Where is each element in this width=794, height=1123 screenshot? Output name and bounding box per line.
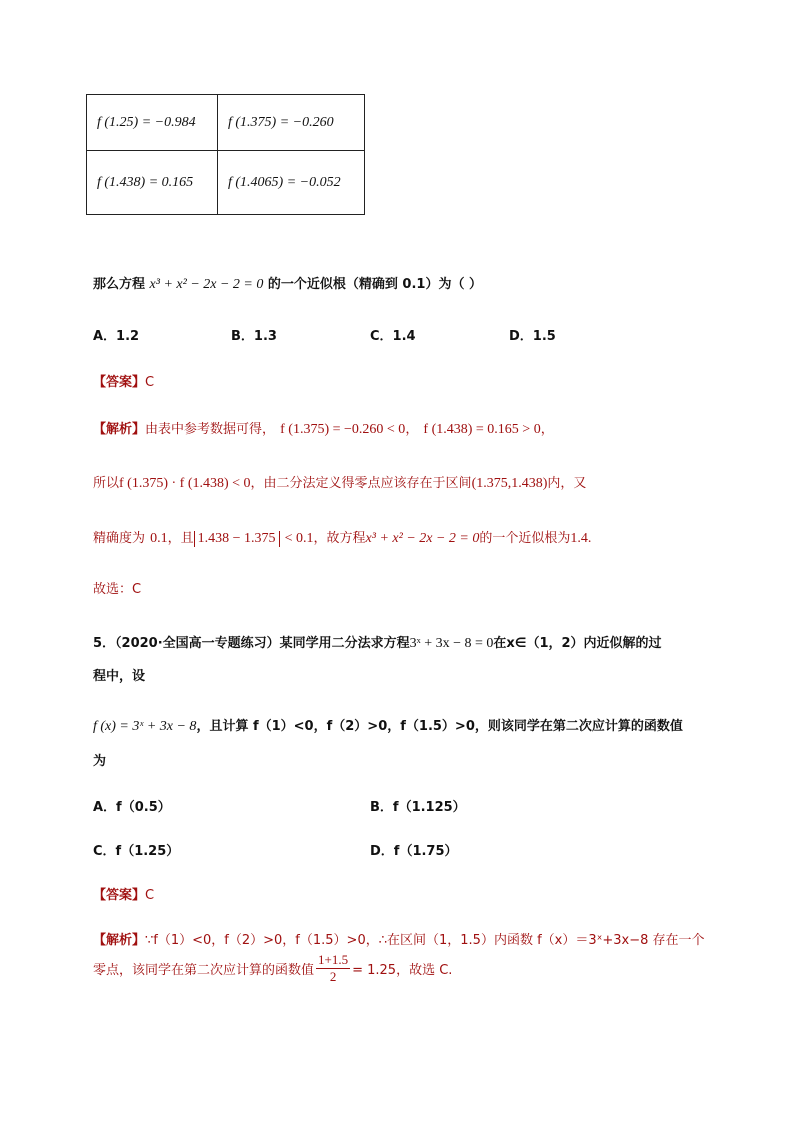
- analysis-text: ，由二分法定义得零点应该存在于区间: [250, 476, 472, 491]
- q5-option-c: C．f（1.25）: [93, 844, 180, 859]
- analysis-math: < 0.1: [284, 531, 314, 546]
- analysis-math: f (1.375) = −0.260 < 0: [280, 422, 406, 437]
- analysis-text: ∵f（1）<0，f（2）>0，f（1.5）>0，∴在区间（1，1.5）内函数 f（x）＝3ˣ+3x−8 存在一个: [145, 933, 705, 948]
- analysis-text: ，故方程: [313, 531, 366, 546]
- q5-stem-text: x∈（1，2）内近似解的过: [506, 636, 662, 651]
- absolute-value: 1.438 − 1.375: [194, 531, 280, 547]
- analysis-text: 零点，该同学在第二次应计算的函数值: [93, 963, 315, 978]
- q5-option-b: B．f（1.125）: [370, 800, 466, 815]
- table-cell: f (1.438) = 0.165: [87, 151, 218, 215]
- fraction-denominator: 2: [329, 969, 337, 984]
- analysis-text: 的一个近似根为: [479, 531, 571, 546]
- analysis-label: 【解析】: [93, 422, 146, 437]
- analysis-math: f (1.375) · f (1.438) < 0: [119, 476, 251, 491]
- reference-values-table: [86, 94, 365, 215]
- q5-option-a: A．f（0.5）: [93, 800, 171, 815]
- q5-equation: 3ˣ + 3x − 8 = 0: [409, 636, 494, 651]
- q4-option-d: D．1.5: [509, 329, 556, 344]
- q4-conclusion: 故选：C: [93, 582, 142, 597]
- q5-stem-text: ，且计算 f（1）<0，f（2）>0，f（1.5）>0，则该同学在第二次应计算的函数值: [196, 719, 683, 734]
- q4-analysis-line2: [93, 472, 586, 492]
- q5-function-def: f (x) = 3ˣ + 3x − 8: [93, 719, 197, 734]
- analysis-text: ，: [540, 422, 554, 437]
- q4-analysis-line3: [93, 527, 591, 547]
- q5-stem-line4: 为: [93, 754, 107, 769]
- q4-stem-suffix: 的一个近似根（精确到 0.1）为（ ）: [267, 277, 482, 292]
- q4-answer: [93, 371, 154, 390]
- table-cell: f (1.375) = −0.260: [218, 95, 365, 151]
- analysis-text: 由表中参考数据可得，: [145, 422, 276, 437]
- table-cell: f (1.25) = −0.984: [87, 95, 218, 151]
- analysis-text: 内，又: [547, 476, 587, 491]
- q4-analysis-line1: [93, 418, 554, 438]
- q5-stem-text: 在: [493, 636, 507, 651]
- q4-option-b: B．1.3: [231, 329, 277, 344]
- analysis-math: 0.1: [150, 531, 168, 546]
- q5-option-d: D．f（1.75）: [370, 844, 458, 859]
- analysis-math: 1.4.: [570, 531, 592, 546]
- answer-value: C: [145, 888, 155, 903]
- answer-label: 【答案】: [93, 888, 146, 903]
- analysis-text: 精确度为: [93, 531, 146, 546]
- analysis-text: 所以: [93, 476, 120, 491]
- analysis-math: (1.375,1.438): [471, 476, 548, 491]
- q5-stem-line1: [93, 632, 662, 652]
- analysis-text: ，且: [167, 531, 194, 546]
- q5-answer: [93, 884, 154, 903]
- analysis-text: = 1.25，故选 C.: [352, 963, 453, 978]
- fraction-numerator: 1+1.5: [318, 952, 349, 967]
- q4-option-a: A．1.2: [93, 329, 140, 344]
- fraction: [316, 952, 350, 985]
- answer-value: C: [145, 375, 155, 390]
- analysis-label: 【解析】: [93, 933, 146, 948]
- answer-label: 【答案】: [93, 375, 146, 390]
- q4-option-c: C．1.4: [370, 329, 416, 344]
- q5-analysis-line1: [93, 929, 705, 948]
- q4-stem: [93, 273, 482, 293]
- q5-analysis-line2: [93, 952, 452, 985]
- q4-equation: x³ + x² − 2x − 2 = 0: [149, 277, 264, 292]
- analysis-text: ，: [405, 422, 419, 437]
- q4-stem-prefix: 那么方程: [93, 277, 146, 292]
- analysis-math: x³ + x² − 2x − 2 = 0: [365, 531, 480, 546]
- table-cell: f (1.4065) = −0.052: [218, 151, 365, 215]
- q5-stem-text: 5．（2020·全国高一专题练习）某同学用二分法求方程: [93, 636, 410, 651]
- q5-stem-line3: [93, 715, 683, 735]
- q5-stem-line2: 程中，设: [93, 669, 146, 684]
- analysis-math: f (1.438) = 0.165 > 0: [423, 422, 541, 437]
